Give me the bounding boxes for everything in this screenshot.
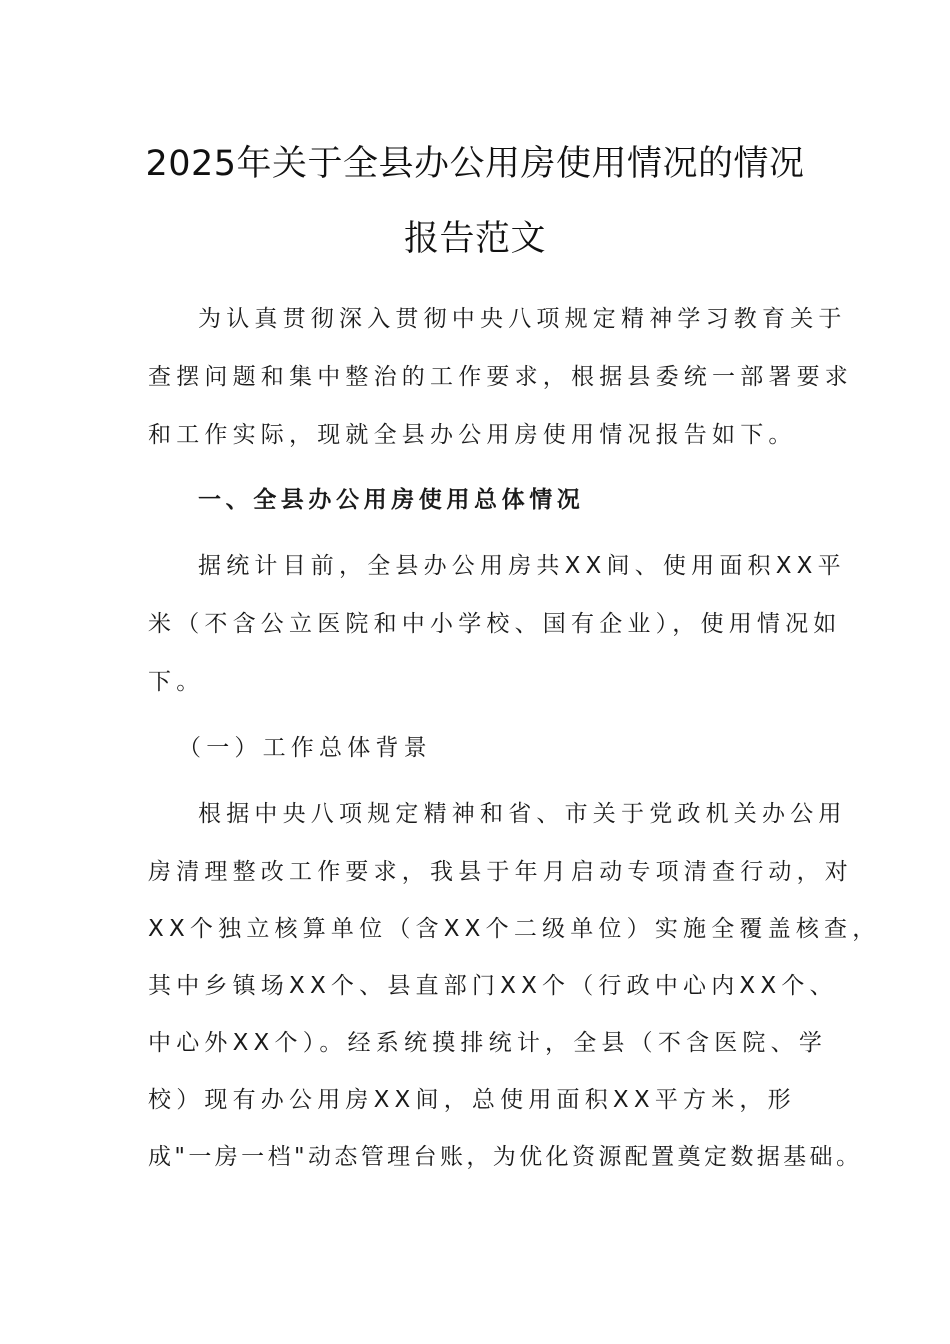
section-1-line-1: 据统计目前，全县办公用房共XX间、使用面积XX平 (198, 553, 846, 579)
subsection-1-line-1: 根据中央八项规定精神和省、市关于党政机关办公用 (198, 801, 847, 827)
section-1-heading: 一、全县办公用房使用总体情况 (198, 487, 585, 513)
intro-line-3: 和工作实际，现就全县办公用房使用情况报告如下。 (148, 422, 797, 448)
subsection-1-line-6: 校）现有办公用房XX间，总使用面积XX平方米，形 (148, 1087, 796, 1113)
document-title-line-2: 报告范文 (403, 219, 546, 259)
section-1-line-2: 米（不含公立医院和中小学校、国有企业），使用情况如 (148, 611, 842, 637)
section-1-line-3: 下。 (148, 669, 205, 695)
intro-line-2: 查摆问题和集中整治的工作要求，根据县委统一部署要求 (148, 364, 853, 390)
document-title-line-1: 2025年关于全县办公用房使用情况的情况 (145, 144, 805, 184)
subsection-1-line-3: XX个独立核算单位（含XX个二级单位）实施全覆盖核查， (148, 916, 881, 942)
subsection-1-line-2: 房清理整改工作要求，我县于年月启动专项清查行动，对 (148, 859, 853, 885)
subsection-1-line-7: 成"一房一档"动态管理台账，为优化资源配置奠定数据基础。 (148, 1144, 863, 1170)
intro-line-1: 为认真贯彻深入贯彻中央八项规定精神学习教育关于 (198, 306, 847, 332)
subsection-1-line-4: 其中乡镇场XX个、县直部门XX个（行政中心内XX个、 (148, 973, 838, 999)
subsection-1-line-5: 中心外XX个）。经系统摸排统计，全县（不含医院、学 (148, 1030, 828, 1056)
subsection-1-heading: （一）工作总体背景 (178, 735, 432, 761)
